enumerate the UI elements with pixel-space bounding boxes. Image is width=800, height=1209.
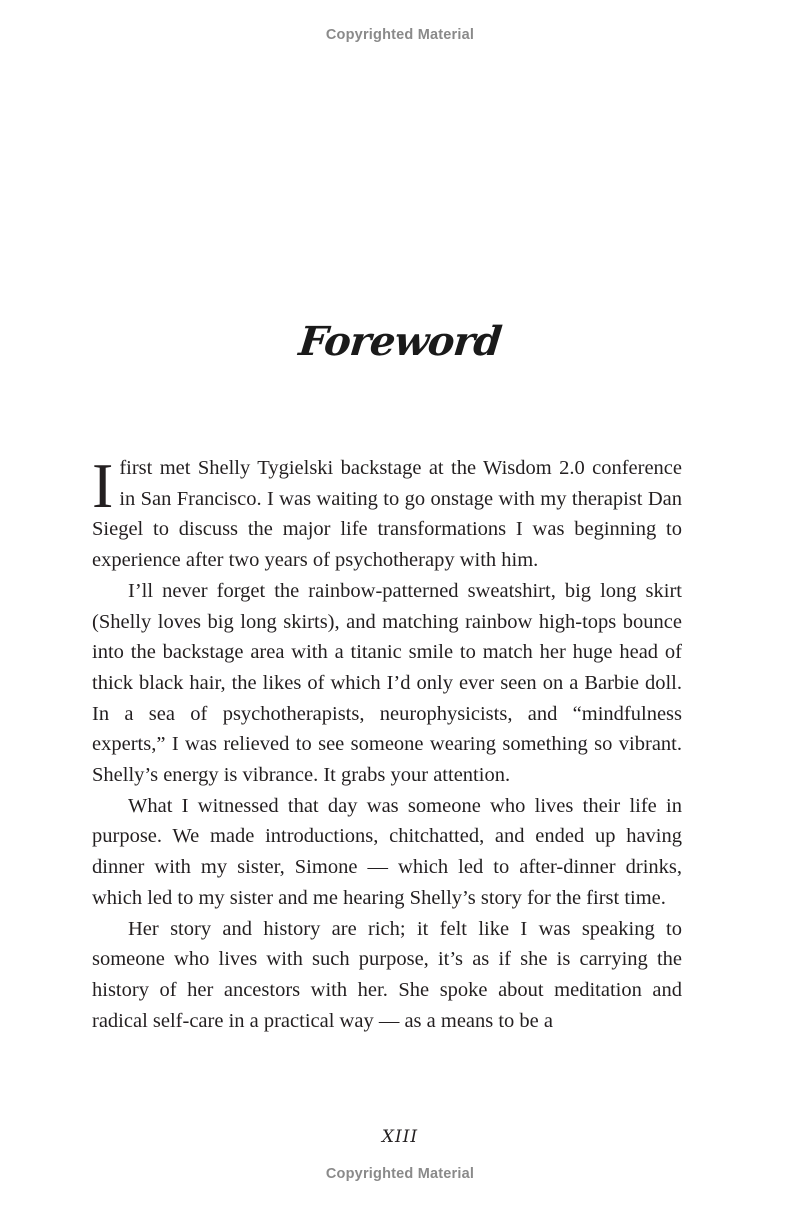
paragraph-1	[92, 450, 682, 576]
copyright-header: Copyrighted Material	[325, 27, 475, 43]
chapter-title: Foreword	[296, 318, 504, 365]
paragraph-1-text: first met Shelly Tygielski backstage at the Wisdom 2.0 conference in San Francisco. I was waiting to go onstage with my therapist Dan Siegel to discuss the major life transformations I was beginning to experience after two years of psychotherapy with him.	[92, 457, 682, 572]
copyright-footer: Copyrighted Material	[325, 1166, 475, 1182]
page-number: XIII	[381, 1127, 419, 1147]
body-text	[92, 450, 682, 1036]
drop-cap: I	[92, 450, 114, 521]
paragraph-4: Her story and history are rich; it felt like I was speaking to someone who lives with such purpose, it’s as if she is carrying the history of her ancestors with her. She spoke about meditation and radical self-care in a practical way — as a means to be a	[92, 917, 682, 1032]
paragraph-3: What I witnessed that day was someone who lives their life in purpose. We made introductions, chitchatted, and ended up having dinner with my sister, Simone — which led to after-dinner drinks, which led to my sister and me hearing Shelly’s story for the first time.	[92, 794, 682, 909]
paragraph-2: I’ll never forget the rainbow-patterned sweatshirt, big long skirt (Shelly loves big long skirts), and matching rainbow high-tops bounce into the backstage area with a titanic smile to match her huge head of thick black hair, the likes of which I’d only ever seen on a Barbie doll. In a sea of psychotherapists, neurophysicists, and “mindfulness experts,” I was relieved to see someone wearing something so vibrant. Shelly’s energy is vibrance. It grabs your attention.	[92, 579, 682, 787]
